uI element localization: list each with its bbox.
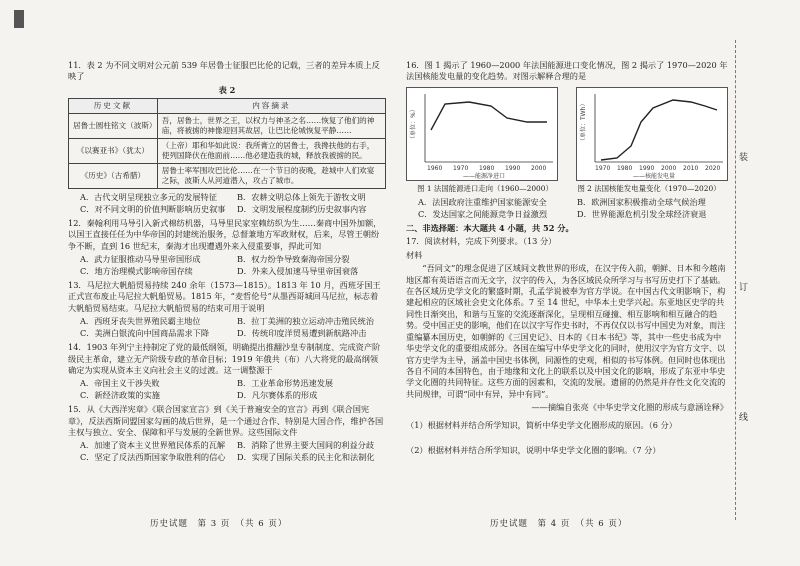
q12-stem: 12．秦翰利用马导引入新式棉纺机器，马导里民家室赖纺织为生……秦商中国外加额，以国王直接任任为中华帝国的封建统治服务，总督兼地方军政财权，后来，尽管王朝纷争不断，直到 16 世纪末，秦海才出现遭遇外来入侵重要事，捍此可知 <box>68 218 382 251</box>
option-a: A．西班牙丧失世界殖民霸主地位 <box>80 316 201 327</box>
nuclear-output-line <box>601 100 717 160</box>
energy-import-line <box>431 102 547 130</box>
option-b: B．拉丁美洲的独立运动冲击殖民统治 <box>237 316 375 327</box>
figure-2-svg <box>577 88 727 180</box>
option-c: C．坚定了反法西斯国家争取胜利的信心 <box>80 451 226 462</box>
x-tick: 2000 <box>661 164 677 172</box>
table-header: 内容摘录 <box>157 99 385 114</box>
figure-1-caption: 图 1 法国能源进口走向（1960—2000） <box>417 183 553 193</box>
option-c: C．新经济政策的实施 <box>80 389 160 400</box>
binding-char: 线 <box>739 410 748 423</box>
figure-2-caption: 图 2 法国核能发电量变化（1970—2020） <box>577 183 721 193</box>
option-a: A．古代文明呈现独立多元的发展特征 <box>80 192 217 203</box>
option-a: A．法国政府注重维护国家能源安全 <box>418 197 547 208</box>
page-4-content <box>406 60 728 470</box>
x-tick: 1970 <box>453 164 469 172</box>
x-tick: 2000 <box>531 164 547 172</box>
q16-figures <box>406 87 728 181</box>
option-b: B．消除了世界主要大国间的利益分歧 <box>237 440 375 451</box>
x-tick: 1970 <box>595 164 611 172</box>
figure-1-ylabel: （单位：%） <box>410 106 417 142</box>
figure-captions <box>406 183 728 194</box>
q14-stem: 14．1903 年列宁主持制定了党的最低纲领，明确提出推翻沙皇专制制度、完成资产阶级民主革命，建立无产阶级专政的革命目标；1919 年俄共（布）八大将党的最高纲领确定为实现从资本主义向社会主义的过渡。这一调整源于 <box>68 342 381 375</box>
x-tick: 1990 <box>505 164 521 172</box>
option-d: D．文明发展程度制约历史叙事内容 <box>237 203 367 214</box>
table-row <box>69 139 386 164</box>
binding-dashed-line <box>735 40 737 520</box>
figure-2-ylabel: （单位：TWh） <box>580 100 587 144</box>
q12-options <box>80 254 386 277</box>
corner-registration-mark <box>14 10 24 28</box>
table-cell-source: 《历史》（古希腊） <box>69 164 158 189</box>
option-d: D．外来入侵加速马导里帝国衰落 <box>237 265 359 276</box>
section-2-heading: 二、非选择题：本大题共 4 小题，共 52 分。 <box>406 223 574 234</box>
q17-sub-1: （1）根据材料并结合所学知识，简析中华史学文化圈形成的原因。（6 分） <box>406 419 677 430</box>
x-tick: 1980 <box>617 164 633 172</box>
table-header: 历史文献 <box>69 99 158 114</box>
page-3-content <box>68 60 386 466</box>
table-cell-text: （上帝）耶和华如此说：我所膏立的居鲁士，我搀扶他的右手，使列国降伏在他面前……他必建造我的城，释放我被掳的民。 <box>157 139 385 164</box>
x-tick: 1960 <box>427 164 443 172</box>
q11-options <box>80 192 386 215</box>
page-4-footer: 历史试题 第 4 页 （共 6 页） <box>490 519 628 529</box>
table-cell-source: 《以赛亚书》（犹太） <box>69 139 158 164</box>
table-cell-text: 吾，居鲁士，世界之王，以权力与神圣之名……恢复了他们的神庙，将被掳的神像迎回其故居，让巴比伦城恢复平静…… <box>157 114 385 139</box>
x-tick: 2020 <box>705 164 721 172</box>
option-c: C．美洲白银流向中国商品需求下降 <box>80 327 210 338</box>
table-2 <box>68 98 386 189</box>
option-b: B．农耕文明总体上领先于游牧文明 <box>237 192 366 203</box>
x-tick: 2010 <box>683 164 699 172</box>
q13-stem: 13．马尼拉大帆船贸易持续 240 余年（1573—1815）。1813 年 10 月，西班牙国王正式宣布废止马尼拉大帆船贸易。1815 年，“麦哲伦号”从墨西哥城回马尼拉，标志着大帆船贸易结束。马尼拉大帆船贸易的结束可用于说明 <box>68 280 381 313</box>
figure-2-legend: ——核能发电量 <box>633 172 676 180</box>
q16-stem: 16．图 1 揭示了 1960—2000 年法国能源进口变化情况，图 2 揭示了 1970—2020 年法国核能发电量的变化趋势。对图示解释合理的是 <box>406 60 728 82</box>
figure-2-chart <box>576 87 728 181</box>
option-d: D．凡尔赛体系的形成 <box>237 389 318 400</box>
x-tick: 1990 <box>639 164 655 172</box>
option-c: C．发达国家之间能源竞争日益激烈 <box>418 208 548 219</box>
figure-1-svg <box>407 88 557 180</box>
q17-stem: 17．阅读材料，完成下列要求。（13 分） <box>406 236 557 247</box>
table-row <box>69 164 386 189</box>
table-row <box>69 114 386 139</box>
option-c: C．地方治理模式影响帝国存续 <box>80 265 193 276</box>
material-label: 材料 <box>406 249 423 260</box>
option-a: A．帝国主义干涉失败 <box>80 378 160 389</box>
page-3-footer: 历史试题 第 3 页 （共 6 页） <box>150 519 288 529</box>
option-a: A．武力征服推动马导里帝国形成 <box>80 254 201 265</box>
x-tick: 1980 <box>479 164 495 172</box>
q15-stem: 15．从《大西洋宪章》《联合国家宣言》到《关于普遍安全的宣言》再到《联合国宪章》，反法西斯同盟国家勾画的战后世界，是一个通过合作、特别是大国合作，维护各国主权与独立、安全、保障和平与发展的全新世界。这些国际文件 <box>68 404 384 437</box>
material-source: ——摘编自张亮《中华史学文化圈的形成与意涵诠释》 <box>531 402 728 413</box>
q16-options <box>418 197 728 220</box>
q14-options <box>80 378 386 401</box>
table-cell-text: 居鲁士率军围攻巴比伦……在一个节日的夜晚，趁城中人们欢宴之际，波斯人从河道潜入，攻占了城市。 <box>157 164 385 189</box>
option-d: D．实现了国际关系的民主化和法制化 <box>237 451 375 462</box>
table-cell-source: 居鲁士圆柱铭文（波斯） <box>69 114 158 139</box>
option-b: B．工业革命形势迅速发展 <box>237 378 334 389</box>
material-text: “吾同文”的理念促进了区域间文教世界的形成，在汉字传入前，朝鲜、日本和今越南地区都有英语语言而无文字，汉字的传入，为各区域民众所学习与书写历史打下了基础。在各区域历史学文化的繁盛时期，孔孟学说被奉为官方学说。在中国古代文明影响下，构建起相应的区域社会史文化体系。7 至 14 世纪，中华本土史学兴起。东亚地区史学的共同性日渐突出，和谐与互鉴的交流逐渐深化，呈现相互碰撞、相互影响和相互融合的趋势。受中国正史的影响，他们在以汉字写作史书时，不再仅仅以书写中国史为对象，而注重编纂本国历史，如朝鲜的《三国史记》、日本的《日本书纪》等，其中一些史书成为中华史学文化的重要组成部分。各国在编写中华史学文化的同时，使用汉字为官方文字、以官方史学为主导，涵盖中国史书体例，同源性的史观，相似的书写体例。但同时也体现出各自不同的本国特色，由于地缘和文化上的联系以及中国文化的影响，形成了东亚中华史学文化圈的共同特征。这些方面的因素和，交流的发展。遗留的仍然是并存性文化交流的共同规律，可谓“同中有异，异中有同”。 <box>406 263 726 399</box>
q17-sub-2: （2）根据材料并结合所学知识，说明中华史学文化圈的影响。（7 分） <box>406 444 661 455</box>
figure-1-chart <box>406 87 558 181</box>
q11-stem: 11．表 2 为不同文明对公元前 539 年居鲁士征服巴比伦的记载，三者的差异本质上反映了 <box>68 60 380 82</box>
q13-options <box>80 316 386 339</box>
binding-char: 装 <box>739 150 748 163</box>
option-d: D．传统印度洋贸易遭到新航路冲击 <box>237 327 367 338</box>
option-a: A．加速了资本主义世界殖民体系的瓦解 <box>80 440 226 451</box>
option-b: B．欧洲国家积极推动全球气候治理 <box>577 197 706 208</box>
table-2-title: 表 2 <box>218 84 236 95</box>
q15-options <box>80 440 386 463</box>
binding-char: 订 <box>739 280 748 293</box>
option-c: C．对不同文明的价值判断影响历史叙事 <box>80 203 226 214</box>
option-d: D．世界能源危机引发全球经济衰退 <box>577 208 707 219</box>
option-b: B．权力纷争导致秦海帝国分裂 <box>237 254 350 265</box>
figure-1-legend: ——能源净进口 <box>463 172 506 180</box>
